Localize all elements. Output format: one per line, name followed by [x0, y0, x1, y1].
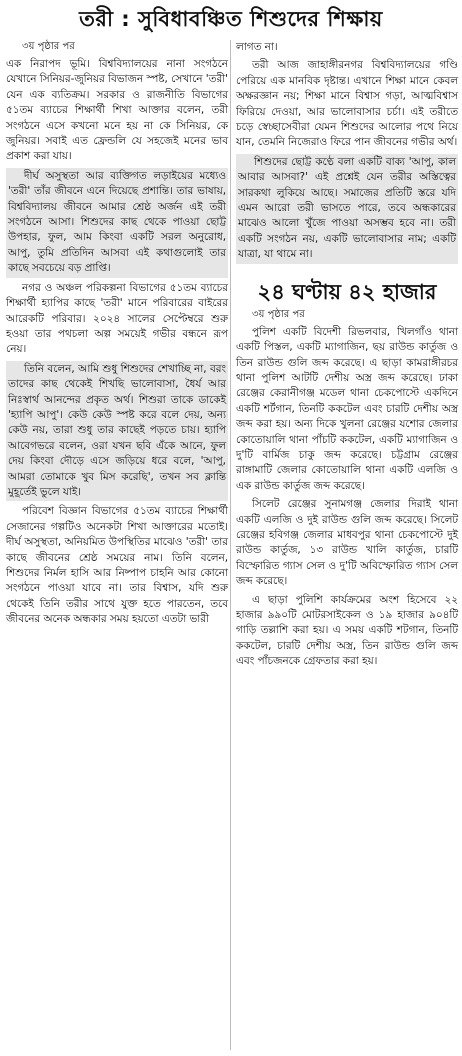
article-paragraph-shaded: তিনি বলেন, আমি শুধু শিশুদের শেখাচ্ছি না, বরং তাদের কাছ থেকেই শিখছি ভালোবাসা, ধৈর্য আর নিঃস্বার্থ আনন্দের প্রকৃত অর্থ। শিশুরা তাকে ডাকেই 'হ্যাপি আপু'। কেউ কেউ স্পষ্ট করে বলে দেয়, অন্য কেউ নয়, তারা শুধু তার কাছেই পড়তে চায়। হ্যাপি আবেগভরে বলেন, ওরা যখন ছবি এঁকে আনে, ফুল দেয় কিংবা দৌড়ে এসে জড়িয়ে ধরে বলে, 'আপু, আমরা তোমাকে খুব মিস করেছি', তখন সব ক্লান্তি মুহূর্তেই ভুলে যাই। [6, 361, 228, 502]
article-paragraph: এক নিরাপদ ভূমি। বিশ্ববিদ্যালয়ের নানা সংগঠনে যেখানে সিনিয়র-জুনিয়র বিভাজন স্পষ্ট, সেখানে 'তরী' যেন এক ব্যতিক্রম। সরকার ও রাজনীতি বিভাগের ৫১তম ব্যাচের শিক্ষার্থী শিখা আক্তার বলেন, তরী সংগঠনে এসে কখনো মনে হয় না কে সিনিয়র, কে জুনিয়র। সবাই এত ফ্রেন্ডলি যে সহজেই মনের ভাব প্রকাশ করা যায়। [6, 58, 228, 163]
article-paragraph: নগর ও অঞ্চল পরিকল্পনা বিভাগের ৫১তম ব্যাচের শিক্ষার্থী হ্যাপির কাছে 'তরী' মানে পরিবারের বাইরের আরেকটি পরিবার। ২০২৪ সালের সেপ্টেম্বরে শুরু হওয়া তার পথচলা অল্প সময়েই গভীর বন্ধনে রূপ নেয়। [6, 281, 228, 356]
article-paragraph: এ ছাড়া পুলিশি কার্যক্রমের অংশ হিসেবে ২২ হাজার ৯৯০টি মোটরসাইকেল ও ১৯ হাজার ৯০৪টি গাড়ি তল্লাশি করা হয়। এ সময় একটি শটগান, তিনটি ককটেল, চারটি দেশীয় অস্ত্র, তিন রাউন্ড গুলি জব্দ এবং পাঁচজনকে গ্রেফতার করা হয়। [236, 593, 458, 668]
article-paragraph: পুলিশ একটি বিদেশী রিভলবার, খিলগাঁও থানা একটি পিস্তল, একটি ম্যাগাজিন, ছয় রাউন্ড কার্তুজ ও তিন রাউন্ড গুলি জব্দ করেছে। এ ছাড়া কামরাঙ্গীরচর থানা পুলিশ আটটি দেশীয় অস্ত্র জব্দ করেছে। ঢাকা রেঞ্জের কেরানীগঞ্জ মডেল থানা চেকপোস্টে একদিনে একটি শর্টগান, তিনটি ককটেল এবং চারটি দেশীয় অস্ত্র জব্দ করা হয়। অন্য দিকে খুলনা রেঞ্জের যশোর জেলার কোতোয়ালি থানা পাঁচটি ককটেল, একটি ম্যাগাজিন ও দু'টি বার্মিজ চাকু জব্দ করেছে। চট্টগ্রাম রেঞ্জের রাঙ্গামাটি জেলার কোতোয়ালি থানা একটি এলজি ও এক রাউন্ড কার্তুজ জব্দ করেছে। [236, 325, 458, 492]
article-headline: তরী : সুবিধাবঞ্চিত শিশুদের শিক্ষায় [79, 6, 383, 31]
article-paragraph: সিলেট রেঞ্জের সুনামগঞ্জ জেলার দিরাই থানা একটি এলজি ও দুই রাউন্ড গুলি জব্দ করেছে। সিলেট রেঞ্জের হবিগঞ্জ জেলার মাধবপুর থানা চেকপোস্টে দুই রাউন্ড কার্তুজ, ১৩ রাউন্ড খালি কার্তুজ, চারটি বিস্ফোরিত গ্যাস সেল ও দু'টি অবিস্ফোরিত গ্যাস সেল জব্দ করেছে। [236, 498, 458, 588]
second-article-headline: ২৪ ঘণ্টায় ৪২ হাজার [257, 279, 437, 304]
article-paragraph-shaded: শিশুদের ছোট্ট কণ্ঠে বলা একটি বাক্য 'আপু, কাল আবার আসবা?' এই প্রশ্নেই যেন তরীর অস্তিত্বের সারকথা লুকিয়ে আছে। সমাজের প্রতিটি স্তরে যদি এমন আরো তরী ভাসতে পারে, তবে অন্ধকারের মাঝেও আলো খুঁজে পাওয়া অসম্ভব হবে না। তরী একটি সংগঠন নয়, একটি ভালোবাসার নাম; একটি যাত্রা, যা থামে না। [236, 154, 458, 264]
article-paragraph-shaded: দীর্ঘ অসুস্থতা আর ব্যক্তিগত লড়াইয়ের মধ্যেও 'তরী' তাঁর জীবনে এনে দিয়েছে প্রশান্তি। তার ভাষায়, বিশ্ববিদ্যালয় জীবনে আমার শ্রেষ্ঠ অর্জন এই তরী সংগঠনে আসা। শিশুদের কাছ থেকে পাওয়া ছোট্ট উপহার, ফুল, আম কিংবা একটি সরল অনুরোধ, আপু, তুমি প্রতিদিন আসবা এই কথাগুলোই তার কাছে সবচেয়ে বড় প্রাপ্তি। [6, 168, 228, 278]
column-divider [230, 40, 231, 1050]
right-column [236, 40, 458, 670]
continuation-note: ৩য় পৃষ্ঠার পর [252, 308, 305, 320]
article-paragraph: লাগত না। [236, 41, 278, 53]
left-column [6, 40, 228, 628]
article-paragraph: পরিবেশ বিজ্ঞান বিভাগের ৫১তম ব্যাচের শিক্ষার্থী সেজানের গল্পটিও অনেকটা শিখা আক্তারের মতোই। দীর্ঘ অসুস্থতা, অনিয়মিত উপস্থিতির মাঝেও 'তরী' তার কাছে জীবনের শ্রেষ্ঠ সময়ের নাম। তিনি বলেন, শিশুদের নির্মল হাসি আর নিষ্পাপ চাহনি আর কোনো সংগঠনে পাওয়া যাবে না। তার বিশ্বাস, যদি শুরু থেকেই তিনি তরীর সাথে যুক্ত হতে পারতেন, তবে জীবনের অনেক অন্ধকার সময় হয়তো এতটা ভারী [6, 505, 228, 626]
article-paragraph: তরী আজ জাহাঙ্গীরনগর বিশ্ববিদ্যালয়ের গণ্ডি পেরিয়ে এক মানবিক দৃষ্টান্ত। এখানে শিক্ষা মানে কেবল অক্ষরজ্ঞান নয়; শিক্ষা মানে বিশ্বাস গড়া, আত্মবিশ্বাস ফিরিয়ে দেওয়া, আর ভালোবাসার চর্চা। এই তরীতে চড়ে স্বেচ্ছাসেবীরা যেমন শিশুদের আলোর পথে নিয়ে যান, তেমনি নিজেরাও ফিরে পান জীবনের গভীর অর্থ। [236, 59, 458, 149]
continuation-note: ৩য় পৃষ্ঠার পর [22, 41, 75, 52]
